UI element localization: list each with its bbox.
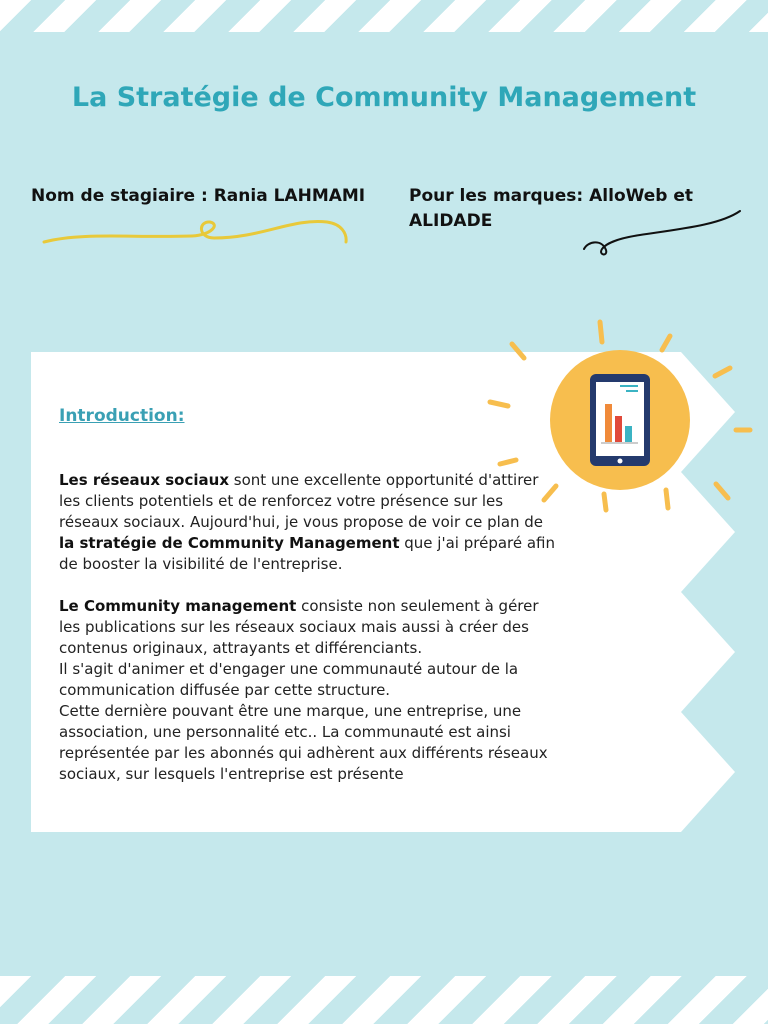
page-title: La Stratégie de Community Management — [71, 82, 697, 113]
bold-phrase: Le Community management — [59, 597, 297, 615]
intro-paragraph-2 — [59, 596, 559, 785]
top-stripe-border — [0, 0, 768, 32]
brands-label: Pour les marques: AlloWeb et ALIDADE — [409, 186, 694, 231]
introduction-heading: Introduction: — [59, 406, 185, 426]
paragraph-text: Cette dernière pouvant être une marque, une entreprise, une association, une personnalité etc.. La communauté est ainsi représentée par les abonnés qui adhèrent aux différents réseaux sociaux, sur lesquels l'entreprise est présente — [59, 702, 548, 783]
intern-name: Nom de stagiaire : Rania LAHMAMI — [31, 186, 366, 206]
bold-phrase: la stratégie de Community Management — [59, 534, 400, 552]
paragraph-text: consiste non seulement à gérer les publications sur les réseaux sociaux mais aussi à créer des contenus originaux, attrayants et différenciants. — [59, 597, 539, 657]
bottom-stripe-border — [0, 976, 768, 1024]
sun-rays-icon — [480, 316, 760, 516]
paragraph-text: que j'ai préparé afin de booster la visibilité de l'entreprise. — [59, 534, 556, 573]
black-squiggle-icon — [580, 205, 745, 260]
paragraph-text: sont une excellente opportunité d'attirer les clients potentiels et de renforcez votre présence sur les réseaux sociaux. Aujourd'hui, je vous propose de voir ce plan de — [59, 471, 544, 531]
yellow-squiggle-icon — [42, 212, 352, 252]
paragraph-text: Il s'agit d'animer et d'engager une communauté autour de la communication diffusée par cette structure. — [59, 660, 519, 699]
tablet-chart-icon — [590, 374, 650, 466]
bold-phrase: Les réseaux sociaux — [59, 471, 229, 489]
